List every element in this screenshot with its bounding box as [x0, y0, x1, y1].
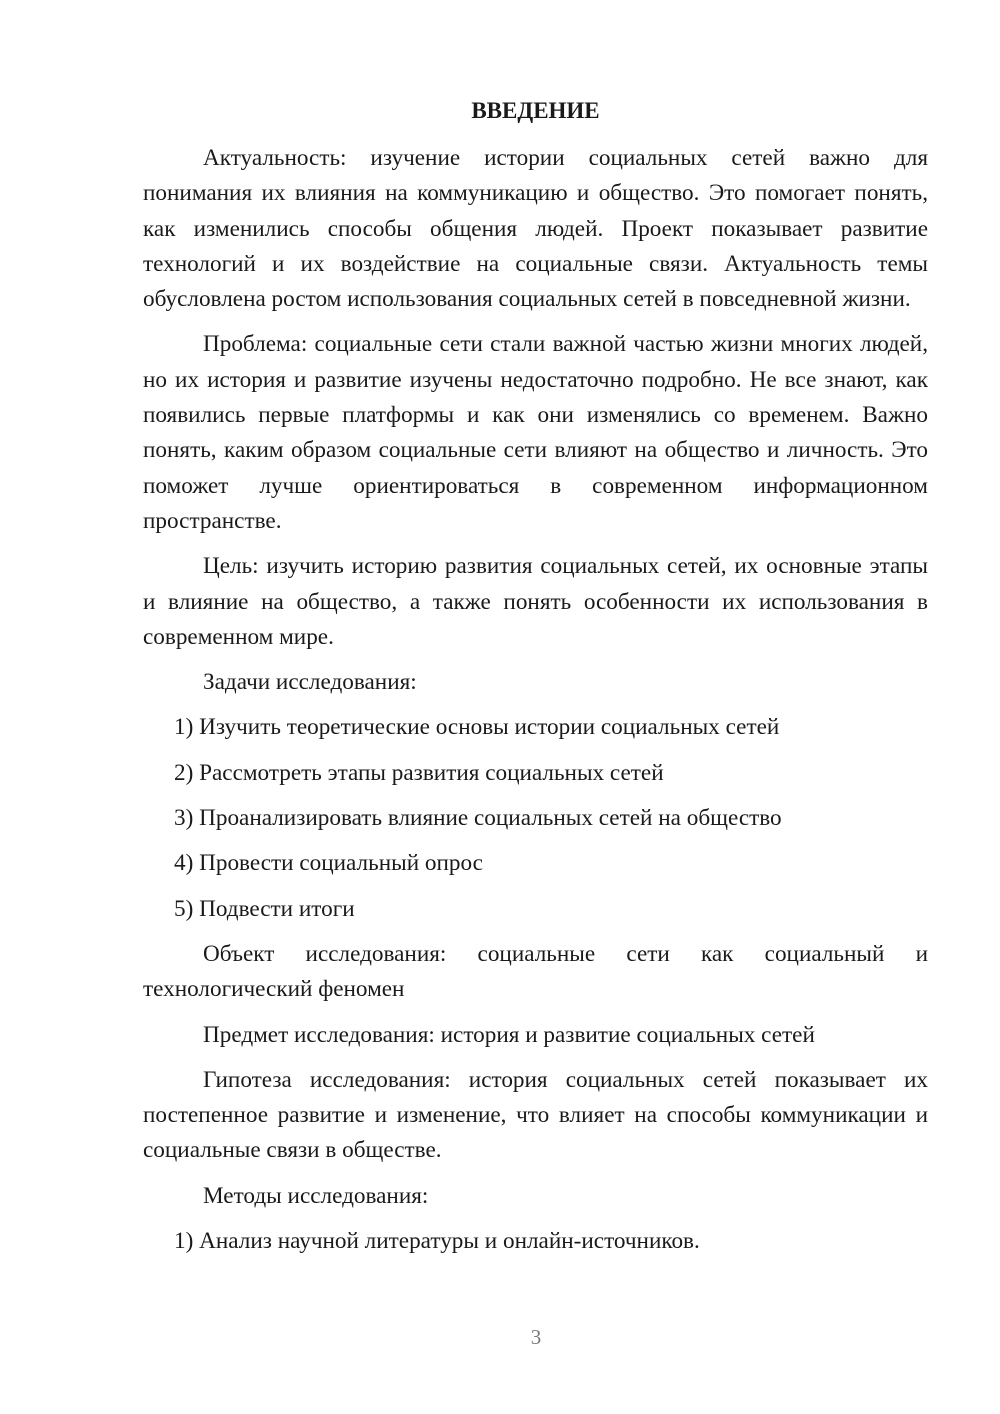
subject-paragraph: Предмет исследования: история и развитие социальных сетей — [203, 1021, 815, 1048]
object-paragraph: Объект исследования: социальные сети как социальный и технологический феномен — [143, 940, 928, 1003]
task-item: 2) Рассмотреть этапы развития социальных сетей — [174, 759, 664, 786]
tasks-heading: Задачи исследования: — [203, 669, 417, 696]
method-item: 1) Анализ научной литературы и онлайн-источников. — [174, 1228, 700, 1255]
task-item: 1) Изучить теоретические основы истории социальных сетей — [174, 714, 780, 741]
page-number: 3 — [530, 1325, 542, 1349]
methods-heading: Методы исследования: — [203, 1182, 429, 1209]
page-content — [143, 93, 928, 1269]
problem-paragraph: Проблема: социальные сети стали важной частью жизни многих людей, но их история и развитие изучены недостаточно подробно. Не все знают, как появились первые платформы и как они изменялись со временем. Важно понять, каким образом социальные сети влияют на общество и личность. Это поможет лучше ориентироваться в современном информационном пространстве. — [143, 331, 928, 534]
task-item: 4) Провести социальный опрос — [174, 850, 483, 877]
relevance-paragraph: Актуальность: изучение истории социальных сетей важно для понимания их влияния на коммуникацию и общество. Это помогает понять, как изменились способы общения людей. Проект показывает развитие технологий и их воздействие на социальные связи. Актуальность темы обусловлена ростом использования социальных сетей в повседневной жизни. — [143, 145, 928, 313]
task-item: 5) Подвести итоги — [174, 895, 355, 922]
goal-paragraph: Цель: изучить историю развития социальных сетей, их основные этапы и влияние на общество, а также понять особенности их использования в современном мире. — [143, 553, 928, 650]
section-title: ВВЕДЕНИЕ — [471, 98, 600, 123]
hypothesis-paragraph: Гипотеза исследования: история социальных сетей показывает их постепенное развитие и изменение, что влияет на способы коммуникации и социальные связи в обществе. — [143, 1066, 928, 1164]
task-item: 3) Проанализировать влияние социальных сетей на общество — [174, 805, 782, 832]
